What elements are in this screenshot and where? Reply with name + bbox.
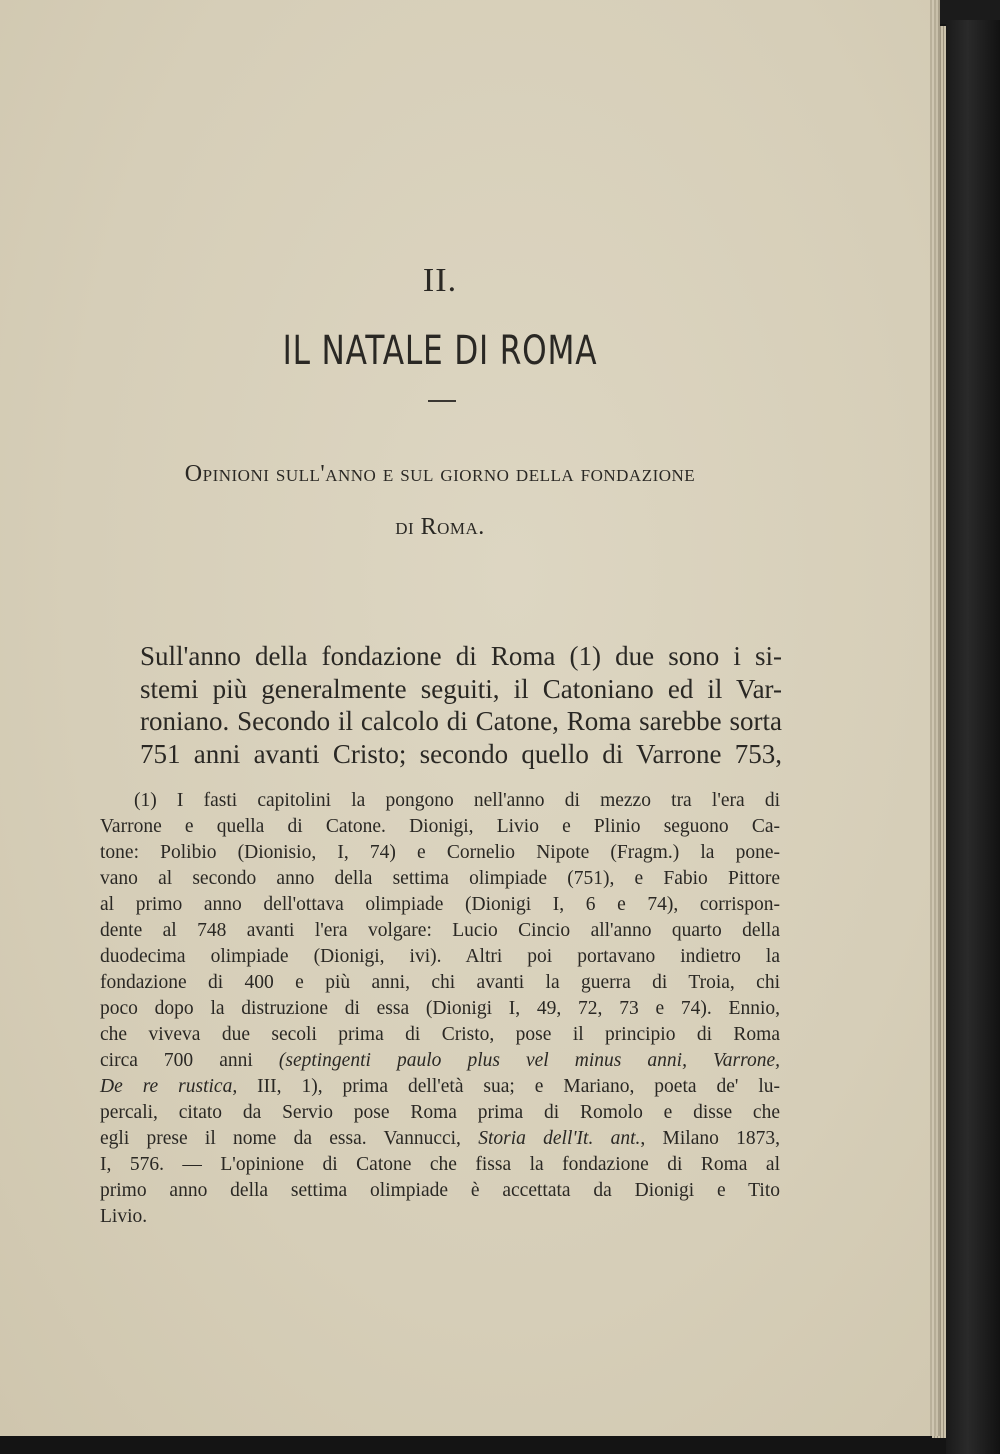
book-cover-edge [946, 20, 1000, 1454]
footnote-line: fondazione di 400 e più anni, chi avanti la guerra di Troia, chi [100, 972, 780, 993]
footnote-line: duodecima olimpiade (Dionigi, ivi). Altri poi portavano indietro la [100, 946, 780, 967]
chapter-number: II. [422, 262, 458, 299]
body-line: Sull'anno della fondazione di Roma (1) due sono i si- [140, 641, 782, 671]
body-paragraph [140, 640, 782, 770]
footnote-line: I, 576. — L'opinione di Catone che fissa la fondazione di Roma al [100, 1154, 780, 1175]
footnote [100, 788, 780, 1230]
chapter-subtitle [120, 448, 760, 554]
body-line: stemi più generalmente seguiti, il Catoniano ed il Var- [140, 673, 782, 704]
footnote-citation: De re rustica, [100, 1076, 238, 1097]
footnote-line: poco dopo la distruzione di essa (Dionigi I, 49, 72, 73 e 74). Ennio, [100, 998, 780, 1019]
footnote-citation: Storia dell'It. ant. [478, 1128, 641, 1149]
footnote-line: (1) I fasti capitolini la pongono nell'anno di mezzo tra l'era di [134, 790, 780, 811]
footnote-citation: (septingenti paulo plus vel minus anni, Varrone, [278, 1050, 780, 1071]
body-line: 751 anni avanti Cristo; secondo quello di Varrone 753, [140, 738, 782, 769]
footnote-line: Livio. [100, 1206, 148, 1227]
footnote-line: Varrone e quella di Catone. Dionigi, Livio e Plinio seguono Ca- [100, 816, 780, 837]
footnote-line: tone: Polibio (Dionisio, I, 74) e Cornelio Nipote (Fragm.) la pone- [100, 842, 780, 863]
chapter-title: IL NATALE DI ROMA [282, 328, 598, 374]
subtitle-line: di Roma. [395, 514, 485, 540]
body-line: roniano. Secondo il calcolo di Catone, Roma sarebbe sorta [140, 706, 782, 736]
footnote-line: percali, citato da Servio pose Roma prima di Romolo e disse che [100, 1102, 780, 1123]
footnote-line: che viveva due secoli prima di Cristo, pose il principio di Roma [100, 1024, 780, 1045]
footnote-line [100, 1048, 780, 1074]
page-stack-edge [932, 26, 946, 1438]
title-rule [428, 400, 456, 402]
footnote-text: , Milano 1873, [640, 1128, 780, 1149]
subtitle-line: Opinioni sull'anno e sul giorno della fondazione [184, 461, 696, 487]
footnote-text: circa 700 anni [100, 1050, 279, 1071]
footnote-line [100, 1074, 780, 1100]
footnote-line [100, 1126, 780, 1152]
footnote-text: III, 1), prima dell'età sua; e Mariano, poeta de' lu- [237, 1076, 780, 1097]
footnote-line: dente al 748 avanti l'era volgare: Lucio Cincio all'anno quarto della [100, 920, 780, 941]
footnote-line: vano al secondo anno della settima olimpiade (751), e Fabio Pittore [100, 868, 780, 889]
footnote-line: al primo anno dell'ottava olimpiade (Dionigi I, 6 e 74), corrispon- [100, 894, 780, 915]
footnote-text: egli prese il nome da essa. Vannucci, [100, 1128, 479, 1149]
footnote-line: primo anno della settima olimpiade è accettata da Dionigi e Tito [100, 1180, 780, 1201]
